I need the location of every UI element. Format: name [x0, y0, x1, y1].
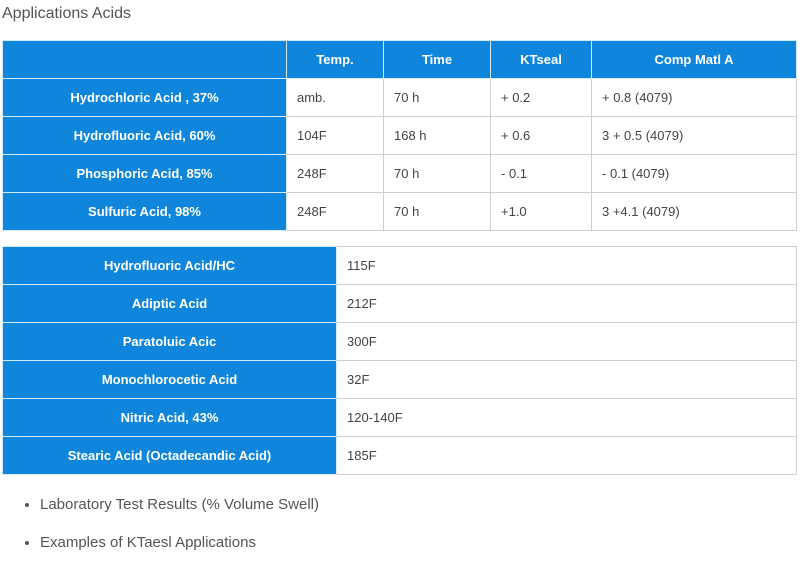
- comp-cell: - 0.1 (4079): [592, 155, 797, 193]
- acid-name-cell: Sulfuric Acid, 98%: [3, 193, 287, 231]
- notes-list: [22, 486, 319, 562]
- table-row: [3, 117, 797, 155]
- temp-cell: 300F: [337, 323, 797, 361]
- time-cell: 168 h: [384, 117, 491, 155]
- acid-name-cell: Paratoluic Acic: [3, 323, 337, 361]
- header-ktseal: KTseal: [491, 41, 592, 79]
- temp-cell: 104F: [287, 117, 384, 155]
- header-acid: [3, 41, 287, 79]
- acid-test-table: [2, 40, 797, 231]
- comp-cell: 3 + 0.5 (4079): [592, 117, 797, 155]
- ktseal-cell: +1.0: [491, 193, 592, 231]
- time-cell: 70 h: [384, 155, 491, 193]
- acid-name-cell: Hydrochloric Acid , 37%: [3, 79, 287, 117]
- time-cell: 70 h: [384, 79, 491, 117]
- table-row: [3, 285, 797, 323]
- temp-cell: 115F: [337, 247, 797, 285]
- list-item: • Laboratory Test Results (% Volume Swell): [40, 486, 319, 524]
- table-row: [3, 193, 797, 231]
- acid-name-cell: Stearic Acid (Octadecandic Acid): [3, 437, 337, 475]
- ktseal-cell: + 0.2: [491, 79, 592, 117]
- ktseal-cell: + 0.6: [491, 117, 592, 155]
- temp-cell: 212F: [337, 285, 797, 323]
- temp-cell: 248F: [287, 193, 384, 231]
- temp-cell: 248F: [287, 155, 384, 193]
- temp-cell: 185F: [337, 437, 797, 475]
- acid-name-cell: Adiptic Acid: [3, 285, 337, 323]
- acid-applications-table: [2, 246, 797, 475]
- temp-cell: 120-140F: [337, 399, 797, 437]
- acid-name-cell: Hydrofluoric Acid, 60%: [3, 117, 287, 155]
- table-row: [3, 437, 797, 475]
- acid-name-cell: Monochlorocetic Acid: [3, 361, 337, 399]
- comp-cell: 3 +4.1 (4079): [592, 193, 797, 231]
- table-row: [3, 155, 797, 193]
- page-title: Applications Acids: [2, 5, 131, 22]
- acid-name-cell: Phosphoric Acid, 85%: [3, 155, 287, 193]
- list-item: • Examples of KTaesl Applications: [40, 524, 319, 562]
- table-row: [3, 323, 797, 361]
- time-cell: 70 h: [384, 193, 491, 231]
- table-header-row: [3, 41, 797, 79]
- table-row: [3, 361, 797, 399]
- header-time: Time: [384, 41, 491, 79]
- acid-name-cell: Nitric Acid, 43%: [3, 399, 337, 437]
- ktseal-cell: - 0.1: [491, 155, 592, 193]
- header-comp-matl: Comp Matl A: [592, 41, 797, 79]
- temp-cell: 32F: [337, 361, 797, 399]
- table-row: [3, 79, 797, 117]
- acid-name-cell: Hydrofluoric Acid/HC: [3, 247, 337, 285]
- header-temp: Temp.: [287, 41, 384, 79]
- comp-cell: + 0.8 (4079): [592, 79, 797, 117]
- temp-cell: amb.: [287, 79, 384, 117]
- table-row: [3, 399, 797, 437]
- table-row: [3, 247, 797, 285]
